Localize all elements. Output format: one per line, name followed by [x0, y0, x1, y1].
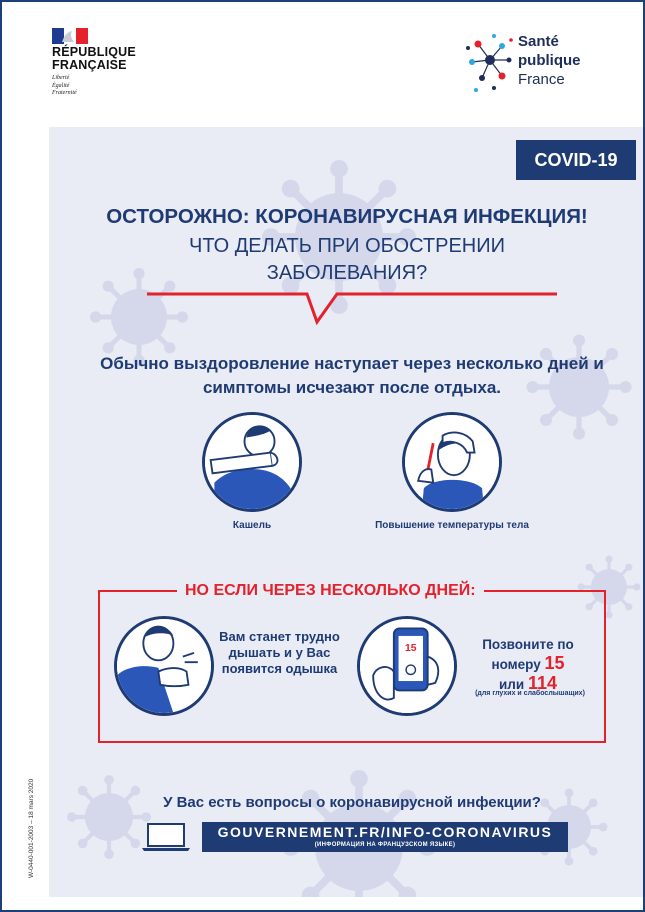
fever-icon — [402, 412, 502, 512]
sante-publique-france-logo — [464, 26, 624, 106]
emergency-number-114: 114 — [527, 673, 557, 693]
call-instruction: Позвоните по номеру 15 или 114 — [482, 637, 574, 693]
title-main: ОСТОРОЖНО: КОРОНАВИРУСНАЯ ИНФЕКЦИЯ! — [106, 205, 588, 228]
breathing-difficulty-icon — [114, 616, 214, 716]
document-reference-code: W-0440-001-2003 – 18 mars 2020 — [28, 778, 35, 878]
cough-icon — [202, 412, 302, 512]
marianne-flag-icon — [52, 28, 88, 44]
call-note: (для глухих и слабослышащих) — [475, 690, 585, 697]
rf-name: RÉPUBLIQUE FRANÇAISE — [52, 45, 136, 72]
title-sub: ЧТО ДЕЛАТЬ ПРИ ОБОСТРЕНИИ ЗАБОЛЕВАНИЯ? — [189, 235, 505, 284]
molecule-logo-icon — [464, 26, 516, 98]
phone-call-icon — [357, 616, 457, 716]
footer-question: У Вас есть вопросы о коронавирусной инфекции? — [163, 794, 541, 811]
info-url-link[interactable] — [202, 822, 568, 852]
warning-title: НО ЕСЛИ ЧЕРЕЗ НЕСКОЛЬКО ДНЕЙ: — [177, 580, 484, 602]
spf-name: Santé publique France — [518, 33, 581, 88]
url-note: (ИНФОРМАЦИЯ НА ФРАНЦУЗСКОМ ЯЗЫКЕ) — [314, 842, 456, 848]
emergency-number-15: 15 — [544, 653, 565, 673]
breathing-text: Вам станет трудно дышать и у Вас появится одышка — [219, 629, 340, 676]
url-text[interactable]: GOUVERNEMENT.FR/INFO-CORONAVIRUS — [217, 824, 553, 840]
covid-badge: COVID-19 — [516, 140, 636, 180]
laptop-icon — [140, 822, 192, 852]
speech-bubble-line-icon — [147, 288, 557, 328]
symptom-caption-fever: Повышение температуры тела — [375, 520, 529, 531]
intro-text: Обычно выздоровление наступает через несколько дней и симптомы исчезают после отдыха. — [100, 354, 604, 397]
symptom-caption-cough: Кашель — [232, 520, 272, 531]
phone-screen-number: 15 — [405, 642, 417, 654]
rf-motto: Liberté Égalité Fraternité — [52, 75, 77, 96]
